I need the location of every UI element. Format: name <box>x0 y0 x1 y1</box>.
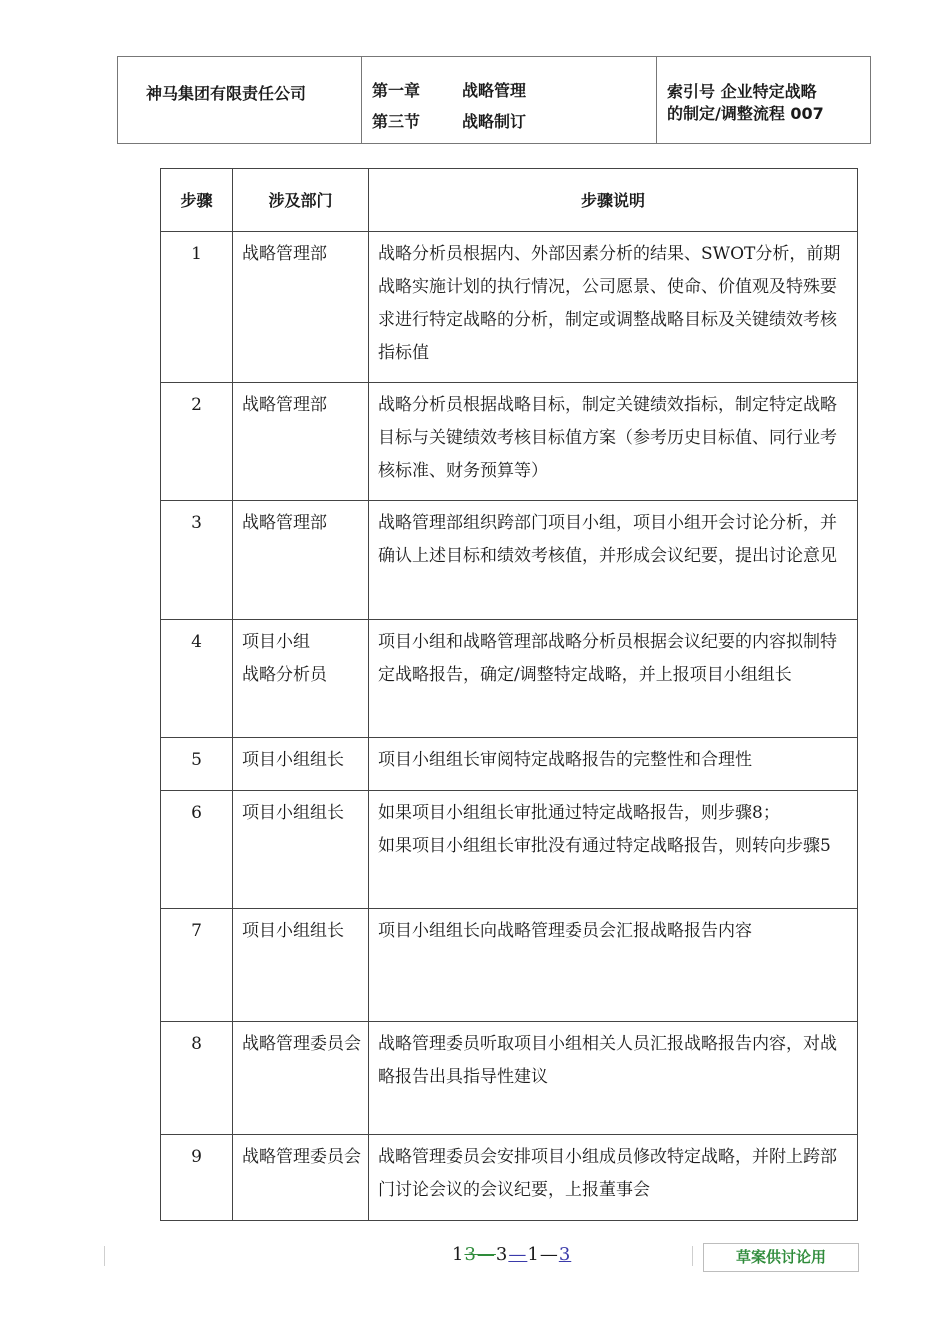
step-desc-line: 如果项目小组组长审批通过特定战略报告，则步骤8； <box>378 803 780 823</box>
step-desc: 项目小组和战略管理部战略分析员根据会议纪要的内容拟制特定战略报告，确定/调整特定战略，并上报项目小组组长 <box>369 620 858 738</box>
draft-label: 草案供讨论用 <box>703 1243 859 1272</box>
chapter-title: 战略管理 <box>462 81 527 100</box>
document-header <box>117 56 871 144</box>
table-row <box>161 501 858 620</box>
table-row <box>161 738 858 791</box>
step-number: 6 <box>161 791 233 909</box>
step-number: 3 <box>161 501 233 620</box>
step-dept: 战略管理委员会 <box>233 1022 369 1135</box>
chapter-section <box>362 57 657 143</box>
page-part-deleted: 3 <box>464 1244 477 1265</box>
step-dept: 项目小组组长 <box>233 909 369 1022</box>
step-desc: 战略分析员根据内、外部因素分析的结果、SWOT分析，前期战略实施计划的执行情况，公司愿景、使命、价值观及特殊要求进行特定战略的分析，制定或调整战略目标及关键绩效考核指标值 <box>369 232 858 383</box>
step-dept: 项目小组组长 <box>233 738 369 791</box>
index-line-2: 的制定/调整流程 007 <box>667 104 824 123</box>
steps-table <box>160 168 858 1221</box>
page-part: 1 <box>452 1244 465 1265</box>
step-dept-line: 项目小组 <box>242 632 310 652</box>
step-dept: 战略管理部 <box>233 232 369 383</box>
step-desc: 战略管理委员会安排项目小组成员修改特定战略，并附上跨部门讨论会议的会议纪要，上报董事会 <box>369 1135 858 1221</box>
table-row <box>161 1135 858 1221</box>
step-desc-line: 如果项目小组组长审批没有通过特定战略报告，则转向步骤5 <box>378 836 831 856</box>
col-header-dept: 涉及部门 <box>233 169 369 232</box>
step-dept: 战略管理部 <box>233 383 369 501</box>
step-dept: 战略管理委员会 <box>233 1135 369 1221</box>
step-number: 2 <box>161 383 233 501</box>
step-dept: 项目小组组长 <box>233 791 369 909</box>
step-dept: 战略管理部 <box>233 501 369 620</box>
step-number: 8 <box>161 1022 233 1135</box>
step-dept-line: 战略分析员 <box>242 665 327 685</box>
footer-divider-mid <box>692 1246 693 1266</box>
page-part: 1 <box>527 1244 540 1265</box>
step-number: 5 <box>161 738 233 791</box>
table-row <box>161 383 858 501</box>
step-desc <box>369 791 858 909</box>
section-label: 第三节 <box>372 112 421 131</box>
index-number <box>657 57 870 143</box>
table-row <box>161 232 858 383</box>
page-part: 3 <box>495 1244 509 1265</box>
step-number: 7 <box>161 909 233 1022</box>
step-desc: 战略分析员根据战略目标，制定关键绩效指标，制定特定战略目标与关键绩效考核目标值方案（参考历史目标值、同行业考核标准、财务预算等） <box>369 383 858 501</box>
step-desc: 战略管理部组织跨部门项目小组，项目小组开会讨论分析，并确认上述目标和绩效考核值，并形成会议纪要，提出讨论意见 <box>369 501 858 620</box>
step-desc: 战略管理委员听取项目小组相关人员汇报战略报告内容，对战略报告出具指导性建议 <box>369 1022 858 1135</box>
page-part-deleted: — <box>476 1244 496 1265</box>
page-part-inserted: 3 <box>558 1244 572 1265</box>
step-number: 4 <box>161 620 233 738</box>
table-row <box>161 791 858 909</box>
table-row <box>161 620 858 738</box>
step-number: 9 <box>161 1135 233 1221</box>
table-row <box>161 1022 858 1135</box>
chapter-label: 第一章 <box>372 81 421 100</box>
col-header-desc: 步骤说明 <box>369 169 858 232</box>
footer-divider-left <box>104 1246 105 1266</box>
index-line-1: 索引号 企业特定战略 <box>667 82 817 101</box>
company-name: 神马集团有限责任公司 <box>118 57 362 143</box>
col-header-step: 步骤 <box>161 169 233 232</box>
step-dept <box>233 620 369 738</box>
step-number: 1 <box>161 232 233 383</box>
table-row <box>161 909 858 1022</box>
step-desc: 项目小组组长向战略管理委员会汇报战略报告内容 <box>369 909 858 1022</box>
table-header-row <box>161 169 858 232</box>
section-title: 战略制订 <box>462 112 527 131</box>
page-part: — <box>539 1244 559 1265</box>
step-desc: 项目小组组长审阅特定战略报告的完整性和合理性 <box>369 738 858 791</box>
page-part-inserted: — <box>508 1244 528 1265</box>
page-number <box>452 1244 571 1265</box>
